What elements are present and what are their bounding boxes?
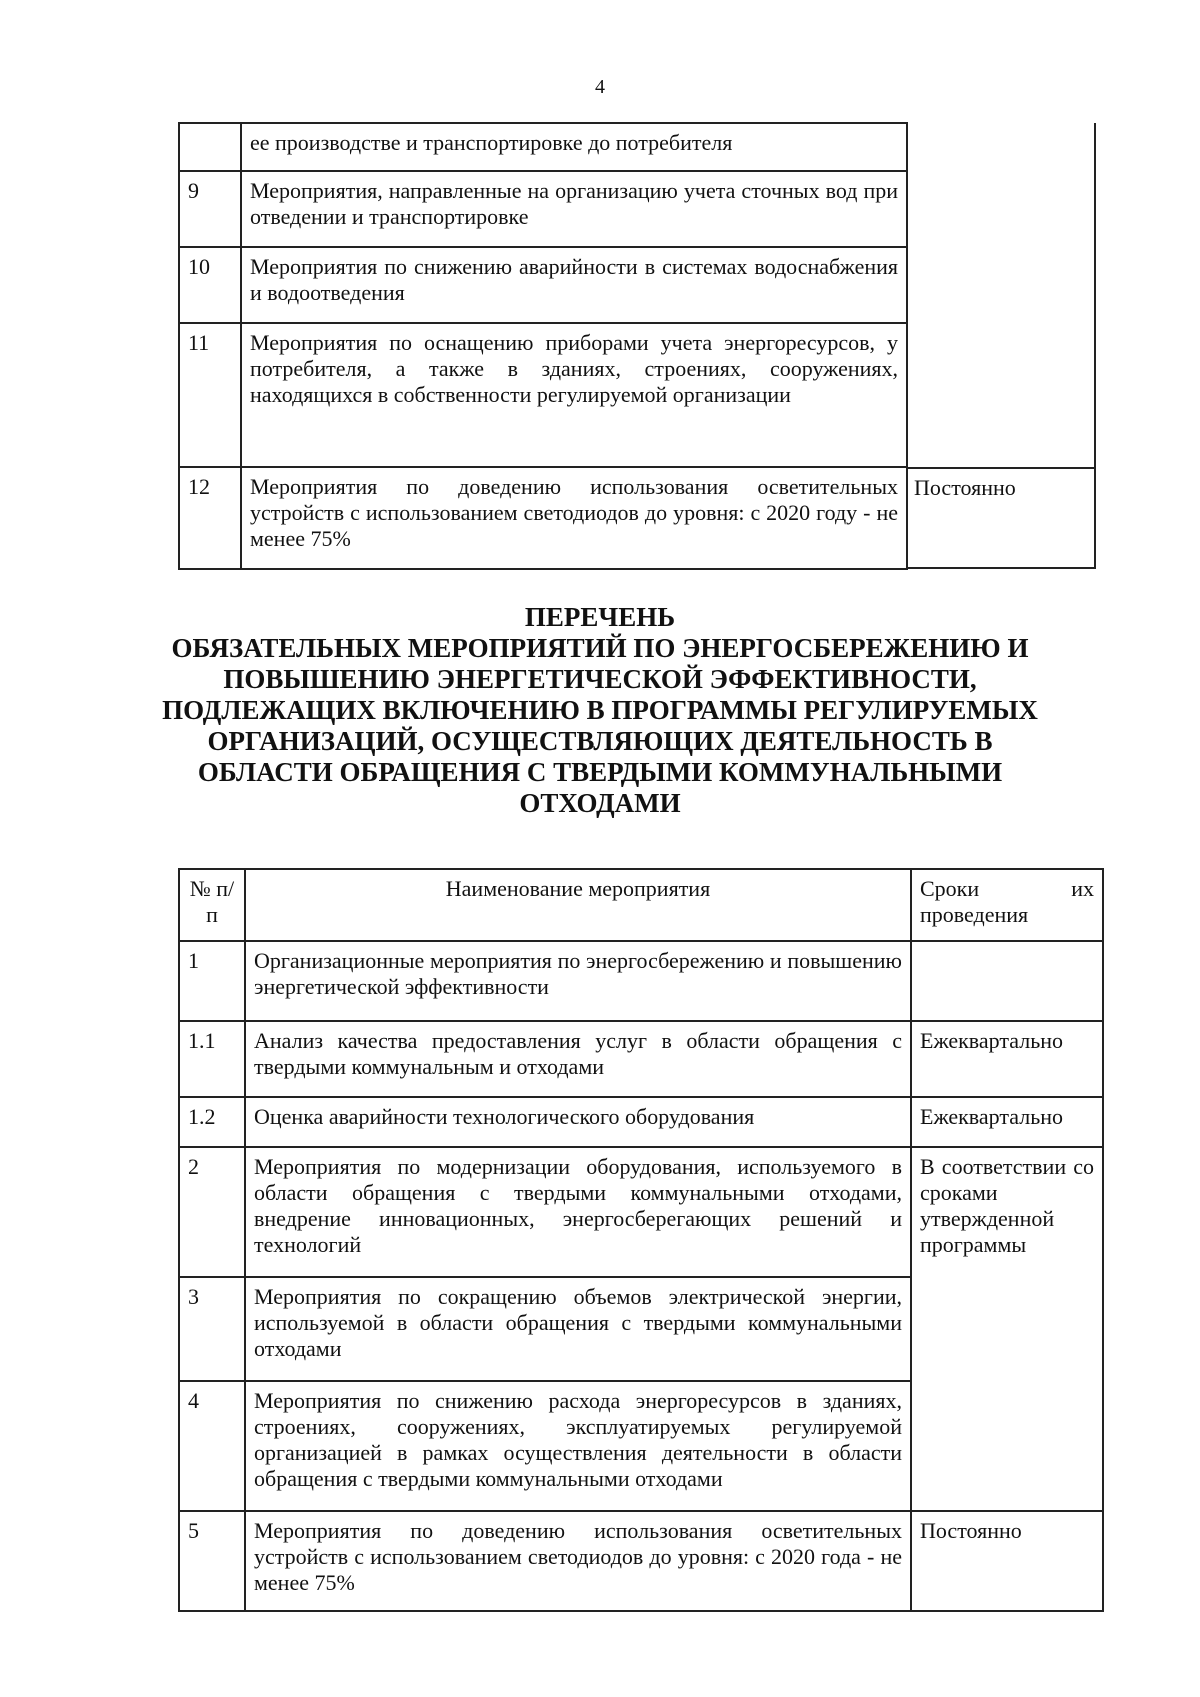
measure-text: Мероприятия по сокращению объемов электрической энергии, используемой в области обращения с твердыми коммунальными отходами (245, 1277, 911, 1381)
table-row (179, 1021, 1103, 1097)
table-row (179, 1147, 1103, 1277)
row-number: 1.1 (179, 1021, 245, 1097)
term-cell: Постоянно (911, 1511, 1103, 1611)
heading-line: ПОДЛЕЖАЩИХ ВКЛЮЧЕНИЮ В ПРОГРАММЫ РЕГУЛИРУЕМЫХ (162, 695, 1038, 725)
term-cell: Ежеквартально (911, 1097, 1103, 1147)
heading-line: ОТХОДАМИ (519, 788, 681, 818)
heading-line: ОБЛАСТИ ОБРАЩЕНИЯ С ТВЕРДЫМИ КОММУНАЛЬНЫМИ (197, 757, 1003, 787)
row-number: 5 (179, 1511, 245, 1611)
measure-text: Мероприятия, направленные на организацию учета сточных вод при отведении и транспортировке (241, 171, 907, 247)
measure-text: Мероприятия по оснащению приборами учета энергоресурсов, у потребителя, а также в зданиях, строениях, сооружениях, находящихся в собственности регулируемой организации (241, 323, 907, 467)
measure-text: Организационные мероприятия по энергосбережению и повышению энергетической эффективности (245, 941, 911, 1021)
header-number: № п/п (179, 869, 245, 941)
table-row (179, 1511, 1103, 1611)
measures-table (178, 868, 1104, 1612)
term-column (906, 123, 1096, 569)
continuation-table (178, 122, 908, 570)
row-number: 10 (179, 247, 241, 323)
row-number: 2 (179, 1147, 245, 1277)
measure-text: Мероприятия по снижению расхода энергоресурсов в зданиях, строениях, сооружениях, эксплуатируемых регулируемой организацией в рамках осуществления деятельности в области обращения с твердыми коммунальными отходами (245, 1381, 911, 1511)
page-number: 4 (595, 76, 605, 98)
table-row (179, 247, 907, 323)
term-cell: Ежеквартально (911, 1021, 1103, 1097)
term-cell: Постоянно (906, 467, 1094, 569)
table-row (179, 1097, 1103, 1147)
measure-text: Мероприятия по снижению аварийности в системах водоснабжения и водоотведения (241, 247, 907, 323)
term-cell (911, 941, 1103, 1021)
header-term: Сроки их проведения (911, 869, 1103, 941)
header-name: Наименование мероприятия (245, 869, 911, 941)
heading-line: ПОВЫШЕНИЮ ЭНЕРГЕТИЧЕСКОЙ ЭФФЕКТИВНОСТИ, (223, 664, 977, 694)
measure-text: Мероприятия по доведению использования осветительных устройств с использованием светодиодов до уровня: с 2020 году - не менее 75% (241, 467, 907, 569)
row-number: 1.2 (179, 1097, 245, 1147)
measure-text: Оценка аварийности технологического оборудования (245, 1097, 911, 1147)
table-row (179, 467, 907, 569)
heading-line: ПЕРЕЧЕНЬ (524, 602, 676, 632)
row-number (179, 123, 241, 171)
table-header-row (179, 869, 1103, 941)
row-number: 12 (179, 467, 241, 569)
table-row (179, 123, 907, 171)
row-number: 11 (179, 323, 241, 467)
table-row (179, 171, 907, 247)
row-number: 3 (179, 1277, 245, 1381)
measure-text: Мероприятия по доведению использования осветительных устройств с использованием светодиодов до уровня: с 2020 года - не менее 75% (245, 1511, 911, 1611)
measure-text: Анализ качества предоставления услуг в области обращения с твердыми коммунальным и отходами (245, 1021, 911, 1097)
row-number: 9 (179, 171, 241, 247)
section-heading (150, 602, 1050, 819)
row-number: 1 (179, 941, 245, 1021)
heading-line: ОБЯЗАТЕЛЬНЫХ МЕРОПРИЯТИЙ ПО ЭНЕРГОСБЕРЕЖЕНИЮ И (171, 633, 1029, 663)
row-number: 4 (179, 1381, 245, 1511)
measure-text: ее производстве и транспортировке до потребителя (241, 123, 907, 171)
heading-line: ОРГАНИЗАЦИЙ, ОСУЩЕСТВЛЯЮЩИХ ДЕЯТЕЛЬНОСТЬ В (207, 726, 993, 756)
term-cell: В соответствии со сроками утвержденной программы (911, 1147, 1103, 1511)
table-row (179, 941, 1103, 1021)
table-row (179, 323, 907, 467)
measure-text: Мероприятия по модернизации оборудования, используемого в области обращения с твердыми коммунальными отходами, внедрение инновационных, энергосберегающих решений и технологий (245, 1147, 911, 1277)
